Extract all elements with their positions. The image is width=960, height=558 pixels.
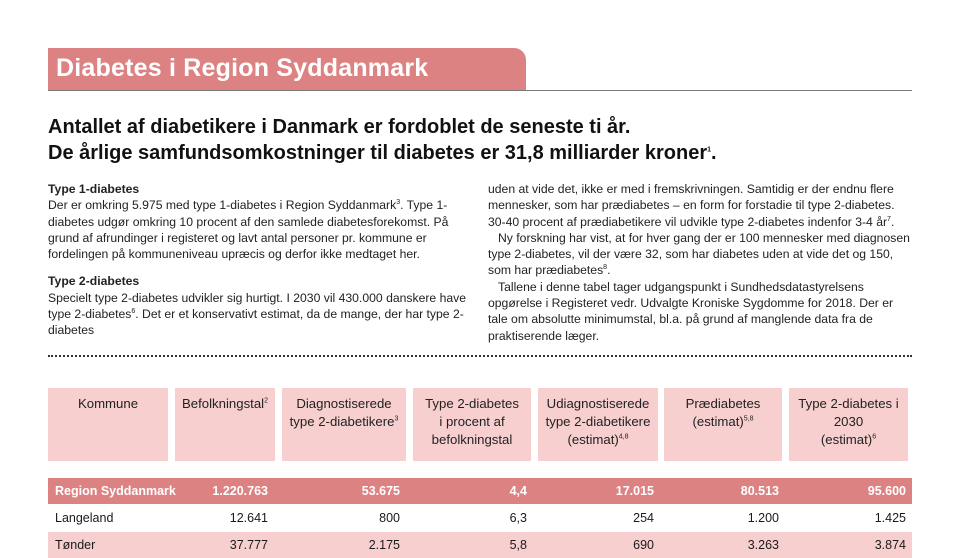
header-line (282, 413, 406, 431)
cell-praediabetes: 80.513 (740, 484, 779, 498)
cell-procent: 4,4 (509, 484, 527, 498)
cell-diagnostiserede: 2.175 (368, 538, 400, 552)
cell-praediabetes: 1.200 (747, 511, 779, 525)
footnote-ref: 1 (707, 146, 712, 154)
type2-heading: Type 2-diabetes (48, 274, 140, 289)
footnote-ref: 7 (887, 215, 891, 223)
header-line: Udiagnostiserede (546, 396, 650, 411)
cell-2030: 95.600 (867, 484, 906, 498)
footnote-ref: 3 (396, 199, 401, 207)
footnote-ref: 6 (131, 308, 136, 316)
headline-line-2 (48, 140, 912, 166)
table-header-2030 (789, 388, 908, 461)
cell-praediabetes: 3.263 (747, 538, 779, 552)
type2-paragraph (48, 290, 472, 339)
dotted-divider (48, 355, 912, 357)
header-text: type 2-diabetikere (289, 414, 395, 429)
table-row (48, 505, 912, 531)
headline-line-2-text: De årlige samfundsomkostninger til diabetes er 31,8 milliarder kroner (48, 142, 708, 164)
footnote-ref: 4,8 (618, 433, 629, 441)
header-text: (estimat) (820, 432, 873, 447)
header-line: Diagnostiserede (296, 396, 392, 411)
footnote-ref: 3 (394, 415, 399, 423)
title-divider (48, 90, 912, 91)
headline-line-1: Antallet af diabetikere i Danmark er fordoblet de seneste ti år. (48, 116, 631, 138)
table-row (48, 532, 912, 558)
type1-text-b: . Type 1-diabetes udgør omkring 10 procent af den samlede diabetesforekomst. På grund af afrundinger i registeret og lavt antal personer pr. kommune er fordelingen på kommuneniveau upræcis og derfor ikke medtaget her. (48, 198, 449, 262)
right-p2-text: Ny forskning har vist, at for hver gang der er 100 mennesker med diagnosen type 2-diabetes, vil der være 32, som har diabetes uden at vide det og 150, som har prædiabetes (488, 230, 910, 278)
header-line: i procent af (439, 414, 505, 429)
cell-2030: 3.874 (874, 538, 906, 552)
header-line: 2030 (833, 414, 864, 429)
cell-2030: 1.425 (874, 511, 906, 525)
cell-udiagnostiserede: 17.015 (615, 484, 654, 498)
cell-kommune: Region Syddanmark (55, 484, 176, 498)
header-line: Type 2-diabetes (425, 396, 519, 411)
cell-befolkning: 1.220.763 (212, 484, 268, 498)
header-text: (estimat) (692, 414, 744, 429)
right-p1-text: uden at vide det, ikke er med i fremskrivningen. Samtidig er der endnu flere mennesker, som har prædiabetes – en form for forstadie til type 2-diabetes. 30-40 procent af prædiabetikere vil udvikle type 2-diabetes indenfor 3-4 år (488, 182, 895, 229)
page-title: Diabetes i Region Syddanmark (56, 54, 429, 82)
table-row (48, 478, 912, 504)
right-paragraph-2 (488, 230, 912, 279)
header-line (789, 431, 908, 449)
header-text: (estimat) (567, 432, 619, 447)
type1-heading: Type 1-diabetes (48, 182, 140, 196)
header-line: Prædiabetes (685, 396, 761, 411)
table-header-diagnostiserede (282, 388, 406, 461)
table-header-procent (413, 388, 531, 461)
type1-paragraph (48, 197, 472, 262)
table-header-kommune (48, 388, 168, 461)
header-line: type 2-diabetikere (545, 414, 651, 429)
type2-text-a: Specielt type 2-diabetes udvikler sig hurtigt. I 2030 vil 430.000 danskere have type 2-diabetes (48, 290, 467, 322)
cell-diagnostiserede: 53.675 (361, 484, 400, 498)
footnote-ref: 2 (264, 397, 268, 405)
table-header-befolkning (175, 388, 275, 461)
right-paragraph-1 (488, 181, 912, 230)
right-paragraph-3: Tallene i denne tabel tager udgangspunkt i Sundhedsdatastyrelsens opgørelse i Registeret vedr. Udvalgte Kroniske Sygdomme for 2018. Der er tale om absolutte minimumstal, bl.a. på grund af manglende data fra de praktiserende læger. (488, 279, 894, 343)
cell-befolkning: 37.777 (229, 538, 268, 552)
cell-udiagnostiserede: 254 (633, 511, 654, 525)
cell-udiagnostiserede: 690 (633, 538, 654, 552)
type2-text-b: . Det er et konservativt estimat, da de mange, der har type 2-diabetes (48, 307, 464, 338)
footnote-ref: 5,8 (743, 415, 754, 423)
right-p1-end: . (890, 214, 895, 229)
header-text: Befolkningstal (181, 396, 265, 411)
header-line: Type 2-diabetes i (798, 396, 899, 411)
cell-procent: 5,8 (509, 538, 527, 552)
cell-procent: 6,3 (509, 511, 527, 525)
right-p2-end: . (607, 263, 611, 278)
table-header-praediabetes (664, 388, 782, 461)
title-banner (48, 48, 526, 90)
header-line: befolkningstal (431, 432, 513, 447)
cell-befolkning: 12.641 (229, 511, 268, 525)
table-header-udiagnostiserede (538, 388, 658, 461)
headline-line-2-end: . (711, 142, 717, 164)
header-line (664, 413, 782, 431)
footnote-ref: 8 (603, 264, 608, 272)
right-text-column (488, 181, 912, 344)
left-text-column (48, 181, 472, 339)
type1-text-a: Der er omkring 5.975 med type 1-diabetes i Region Syddanmark (48, 198, 397, 213)
header-line (538, 431, 658, 449)
headline (48, 114, 912, 166)
footnote-ref: 6 (872, 433, 877, 441)
header-line: Kommune (77, 396, 139, 411)
header-line (175, 395, 275, 413)
cell-kommune: Langeland (55, 511, 114, 525)
cell-diagnostiserede: 800 (379, 511, 400, 525)
cell-kommune: Tønder (55, 538, 96, 552)
